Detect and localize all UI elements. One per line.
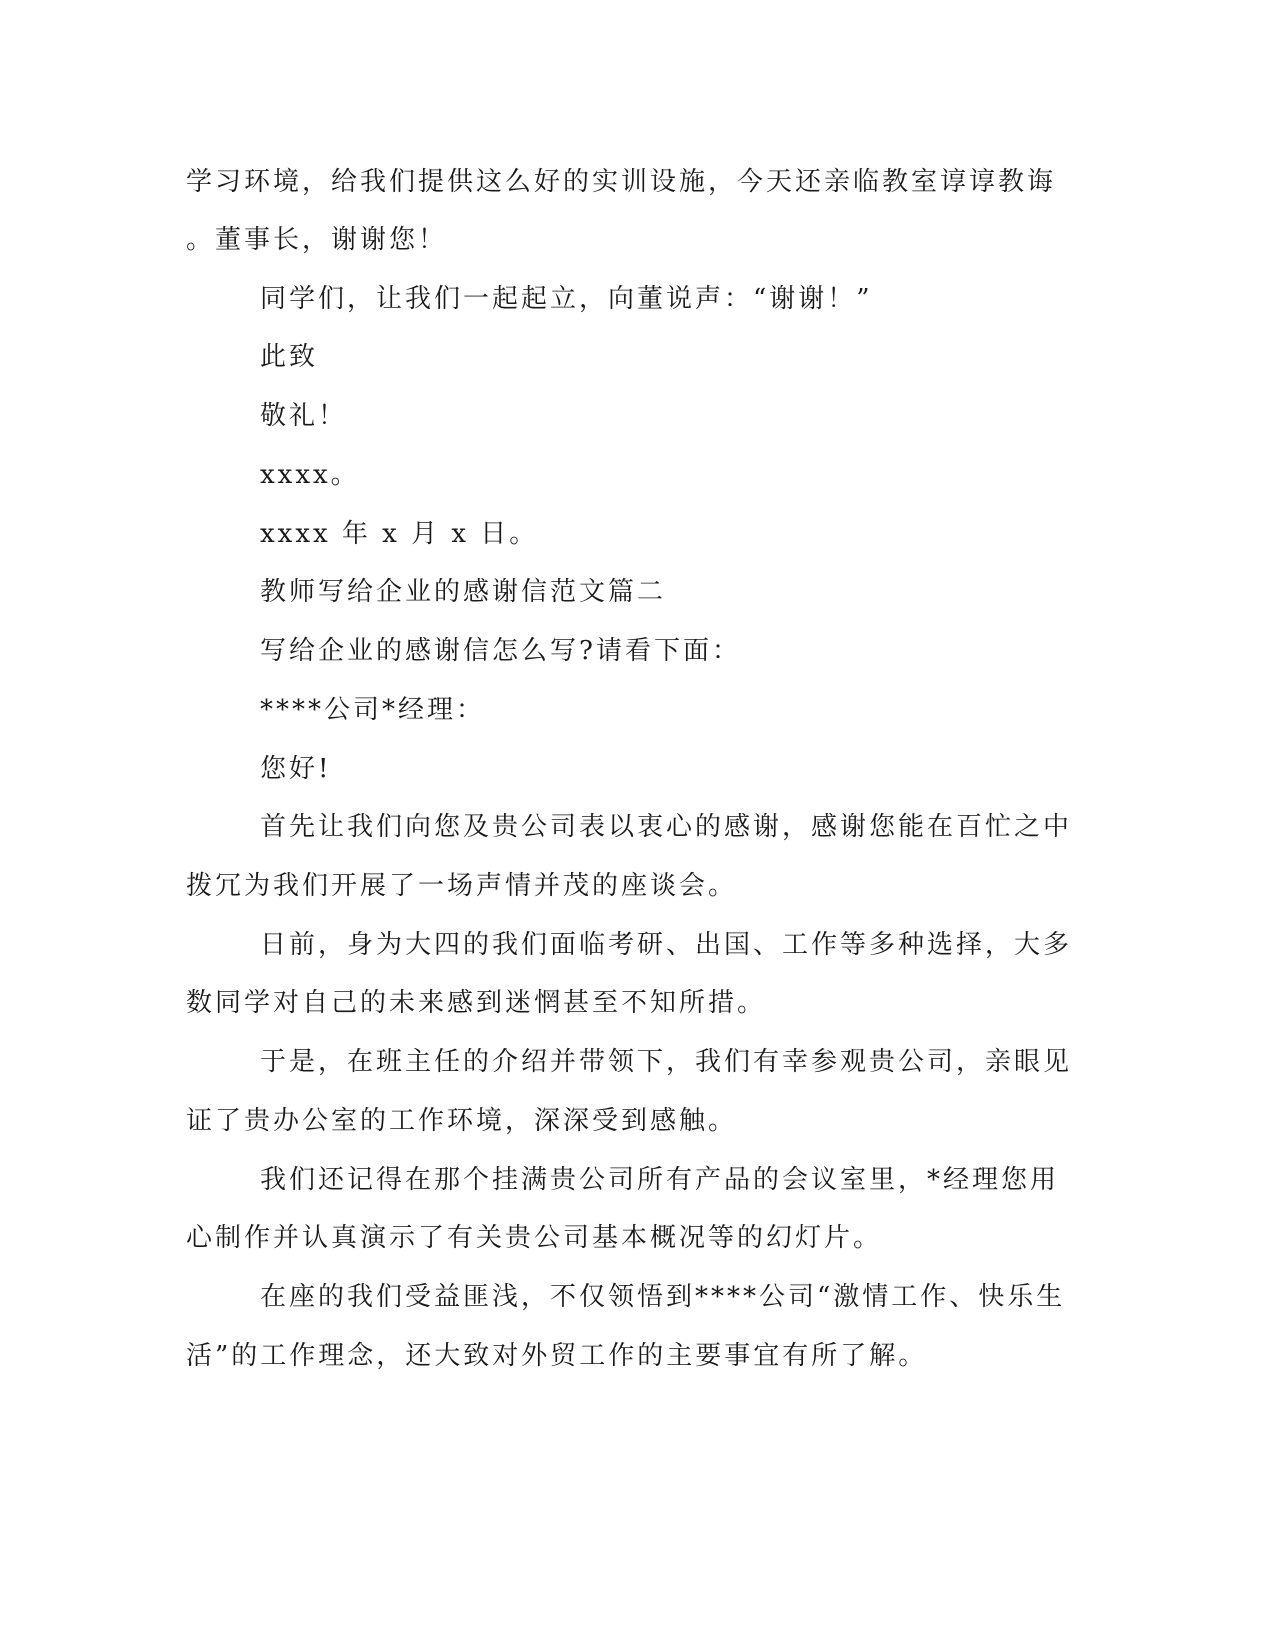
signature-line: xxxx。 [260,460,360,490]
body-text-line: 于是，在班主任的介绍并带领下，我们有幸参观贵公司，亲眼见 [260,1047,1073,1077]
date-line: xxxx 年 x 月 x 日。 [260,519,539,549]
body-text-line: 在座的我们受益匪浅，不仅领悟到****公司“激情工作、快乐生 [260,1282,1066,1312]
greeting: 您好! [260,754,332,784]
body-text-line: 拨冗为我们开展了一场声情并茂的座谈会。 [186,871,738,901]
body-text-line: 我们还记得在那个挂满贵公司所有产品的会议室里，*经理您用 [260,1165,1060,1195]
body-text-line: 数同学对自己的未来感到迷惘甚至不知所措。 [186,988,767,1018]
section-title: 教师写给企业的感谢信范文篇二 [260,577,667,607]
closing-line: 敬礼！ [260,401,348,431]
body-text-line: 同学们，让我们一起起立，向董说声：“谢谢！” [260,284,873,314]
body-text-line: 证了贵办公室的工作环境，深深受到感触。 [186,1106,738,1136]
body-text-line: 活”的工作理念，还大致对外贸工作的主要事宜有所了解。 [186,1341,928,1371]
closing-line: 此致 [260,342,319,372]
body-text-line: 日前，身为大四的我们面临考研、出国、工作等多种选择，大多 [260,930,1073,960]
salutation: ****公司*经理： [260,695,486,725]
body-text-line: 写给企业的感谢信怎么写?请看下面： [260,636,741,666]
body-text-line: 首先让我们向您及贵公司表以衷心的感谢，感谢您能在百忙之中 [260,812,1073,842]
body-text-line: 。董事长，谢谢您！ [186,225,448,255]
body-text-line: 学习环境，给我们提供这么好的实训设施，今天还亲临教室谆谆教诲 [186,167,1057,197]
body-text-line: 心制作并认真演示了有关贵公司基本概况等的幻灯片。 [186,1223,883,1253]
